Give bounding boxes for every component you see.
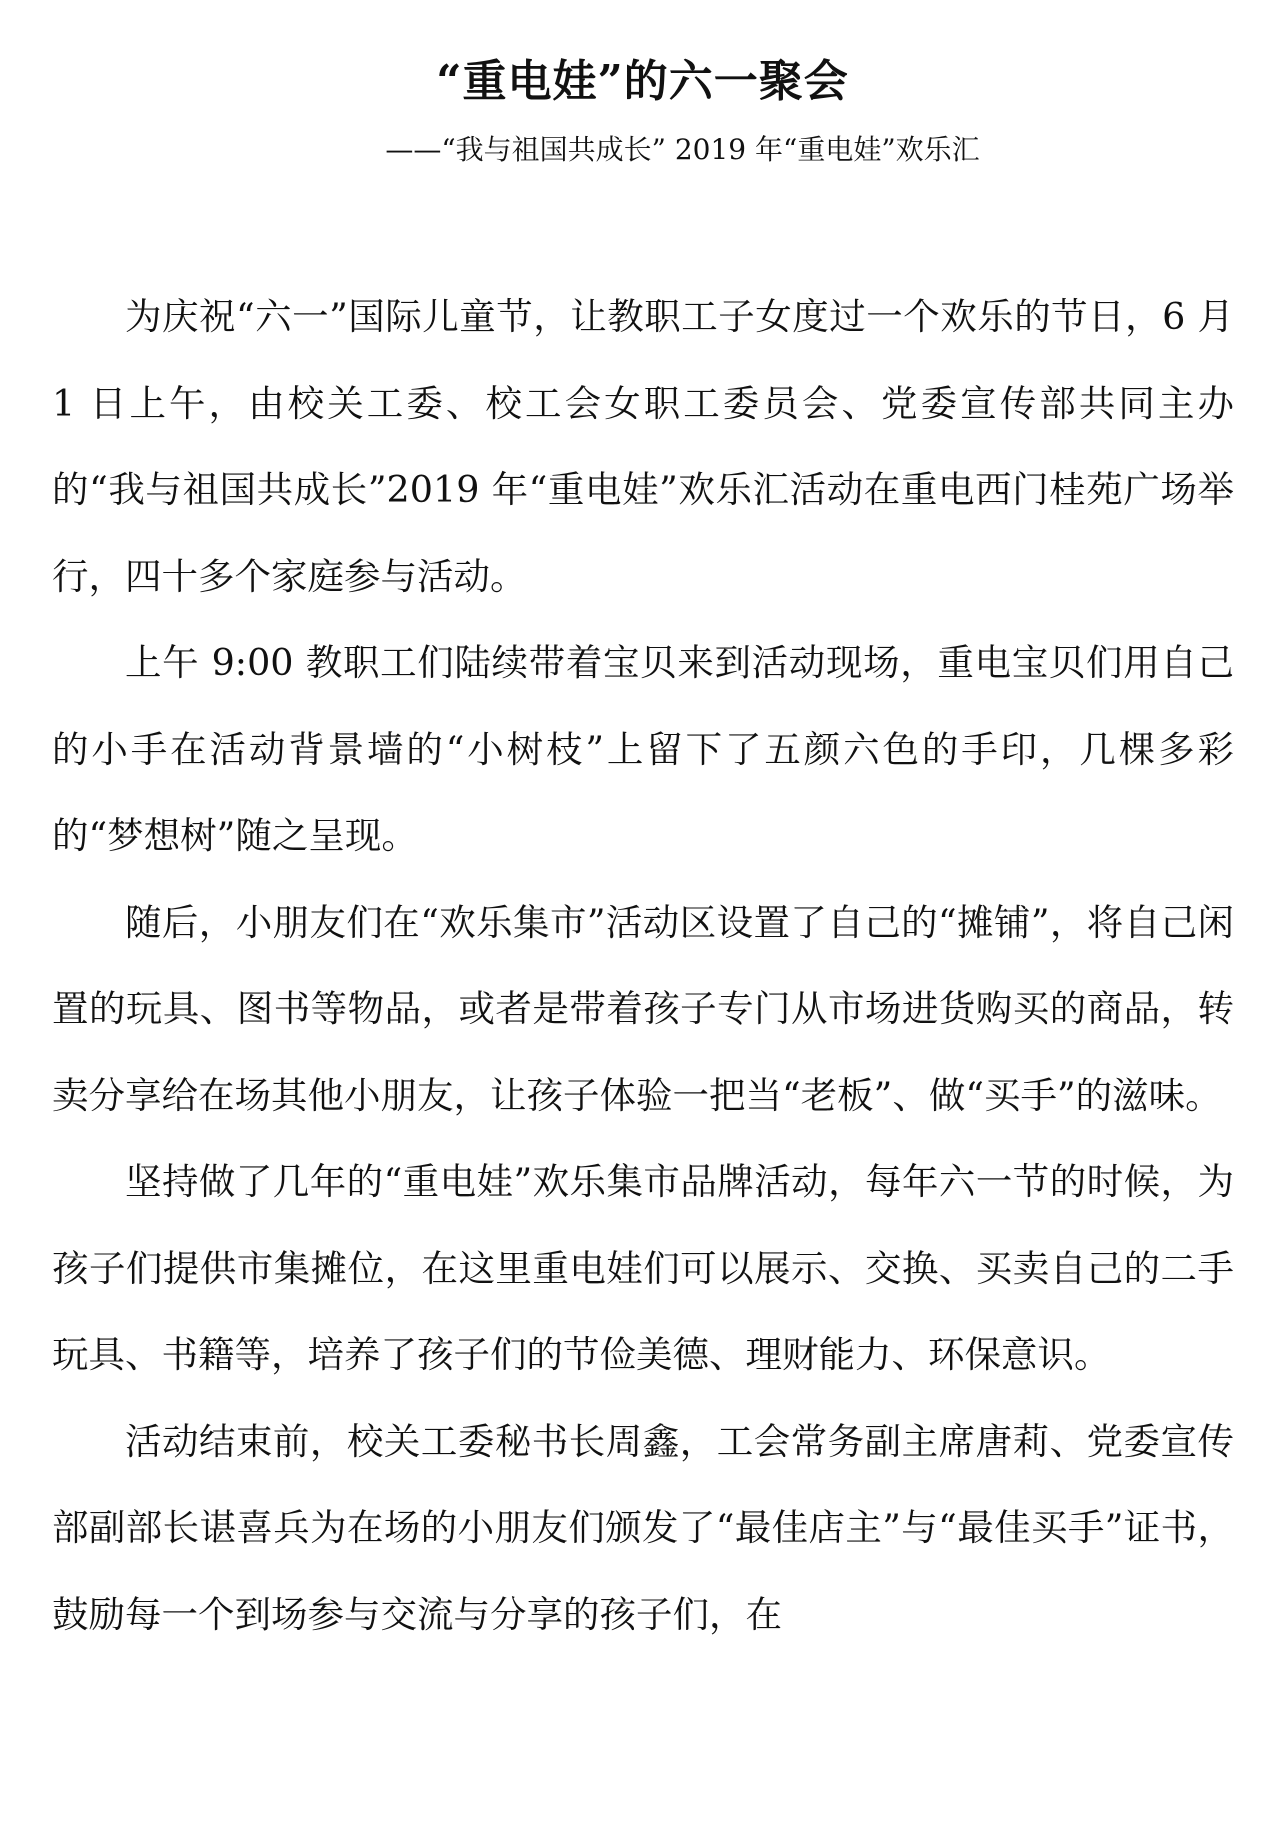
paragraph-3: 随后，小朋友们在“欢乐集市”活动区设置了自己的“摊铺”，将自己闲置的玩具、图书等物品，或者是带着孩子专门从市场进货购买的商品，转卖分享给在场其他小朋友，让孩子体验一把当“老板”、做“买手”的滋味。: [52, 900, 1234, 1117]
paragraph-2: 上午 9:00 教职工们陆续带着宝贝来到活动现场，重电宝贝们用自己的小手在活动背景墙的“小树枝”上留下了五颜六色的手印，几棵多彩的“梦想树”随之呈现。: [52, 641, 1234, 857]
paragraph-4: 坚持做了几年的“重电娃”欢乐集市品牌活动，每年六一节的时候，为孩子们提供市集摊位，在这里重电娃们可以展示、交换、买卖自己的二手玩具、书籍等，培养了孩子们的节俭美德、理财能力、环保意识。: [52, 1160, 1234, 1376]
paragraph-5: 活动结束前，校关工委秘书长周鑫，工会常务副主席唐莉、党委宣传部副部长谌喜兵为在场的小朋友们颁发了“最佳店主”与“最佳买手”证书，鼓励每一个到场参与交流与分享的孩子们，在: [52, 1419, 1234, 1636]
page-title: “重电娃”的六一聚会: [436, 56, 849, 107]
page-subtitle: ——“我与祖国共成长” 2019 年“重电娃”欢乐汇: [385, 133, 980, 166]
article-body: [52, 274, 1234, 1658]
paragraph-1: 为庆祝“六一”国际儿童节，让教职工子女度过一个欢乐的节日，6 月 1 日上午，由校关工委、校工会女职工委员会、党委宣传部共同主办的“我与祖国共成长”2019 年“重电娃”欢乐汇活动在重电西门桂苑广场举行，四十多个家庭参与活动。: [52, 295, 1234, 598]
